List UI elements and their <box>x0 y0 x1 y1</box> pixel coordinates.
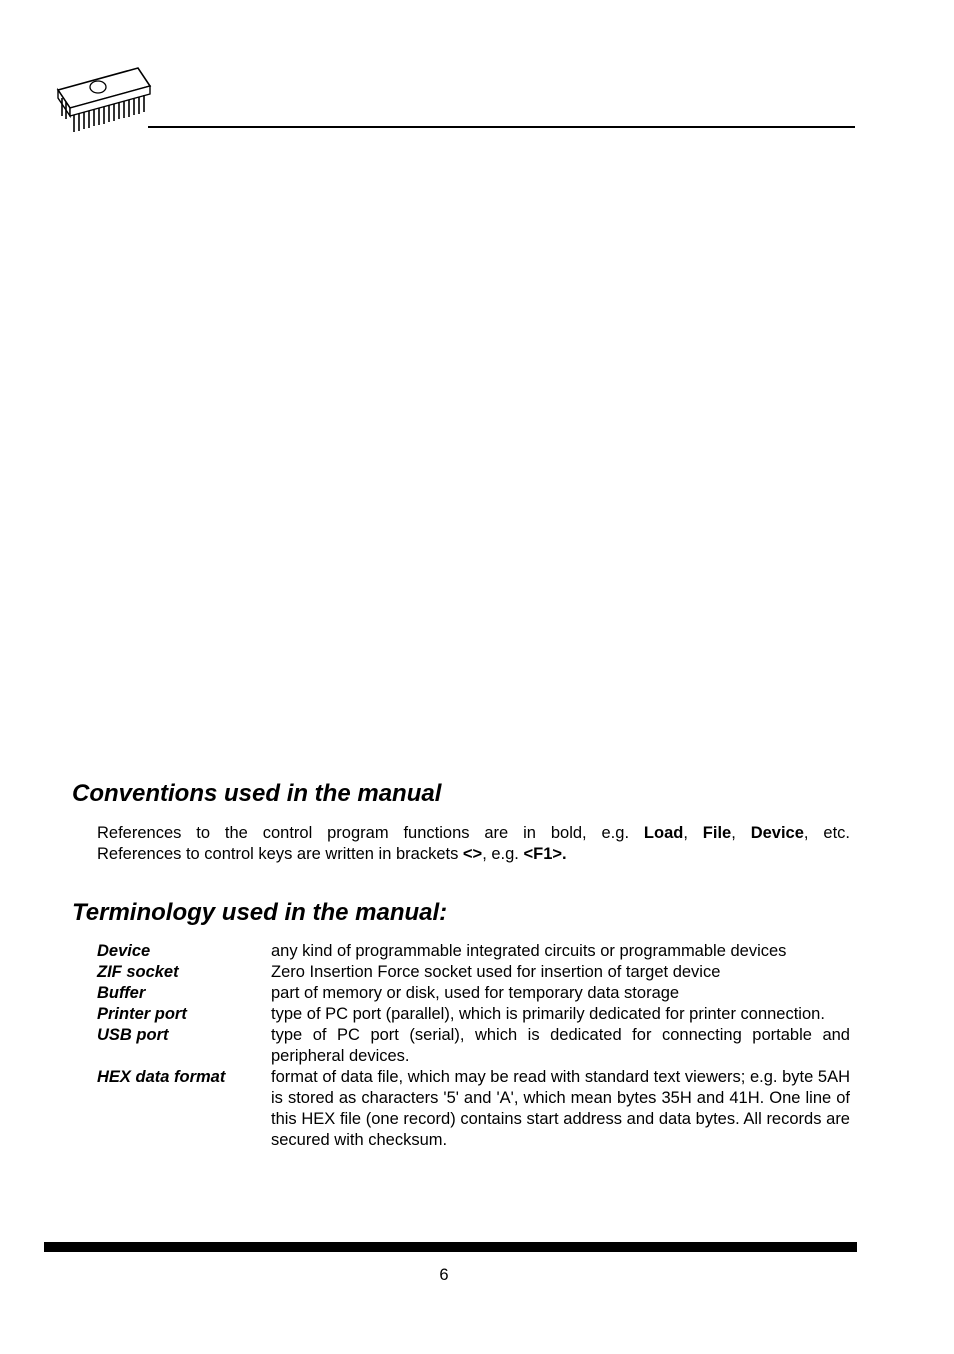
term-definition: Zero Insertion Force socket used for insertion of target device <box>271 963 721 981</box>
conventions-paragraph <box>97 823 850 864</box>
dip-chip-icon <box>54 64 154 138</box>
page-number: 6 <box>439 1266 449 1284</box>
term-row <box>97 1025 850 1067</box>
term-definition: any kind of programmable integrated circuits or programmable devices <box>271 942 787 960</box>
term-label: USB port <box>97 1026 169 1044</box>
term-label: Buffer <box>97 984 146 1002</box>
footer-rule <box>44 1242 857 1252</box>
term-label: HEX data format <box>97 1068 226 1086</box>
terminology-list <box>97 941 850 1151</box>
term-row <box>97 962 850 983</box>
term-label: ZIF socket <box>97 963 179 981</box>
term-row <box>97 941 850 962</box>
term-label: Device <box>97 942 151 960</box>
terminology-heading: Terminology used in the manual: <box>72 899 448 926</box>
header-rule <box>148 126 855 128</box>
term-definition: format of data file, which may be read with standard text viewers; e.g. byte 5AH is stored as characters '5' and 'A', which mean bytes 35H and 41H. One line of this HEX file (one record) contains start address and data bytes. All records are secured with checksum. <box>271 1068 850 1149</box>
term-row <box>97 983 850 1004</box>
term-definition: type of PC port (parallel), which is primarily dedicated for printer connection. <box>271 1005 825 1023</box>
conventions-line-2: References to control keys are written in brackets <>, e.g. <F1>. <box>97 844 567 863</box>
term-definition: type of PC port (serial), which is dedicated for connecting portable and peripheral devices. <box>271 1026 850 1065</box>
term-row <box>97 1067 850 1151</box>
conventions-line-1: References to the control program functions are in bold, e.g. Load, File, Device, etc. <box>97 824 850 842</box>
term-definition: part of memory or disk, used for temporary data storage <box>271 984 680 1002</box>
conventions-heading: Conventions used in the manual <box>72 780 442 807</box>
term-label: Printer port <box>97 1005 187 1023</box>
term-row <box>97 1004 850 1025</box>
